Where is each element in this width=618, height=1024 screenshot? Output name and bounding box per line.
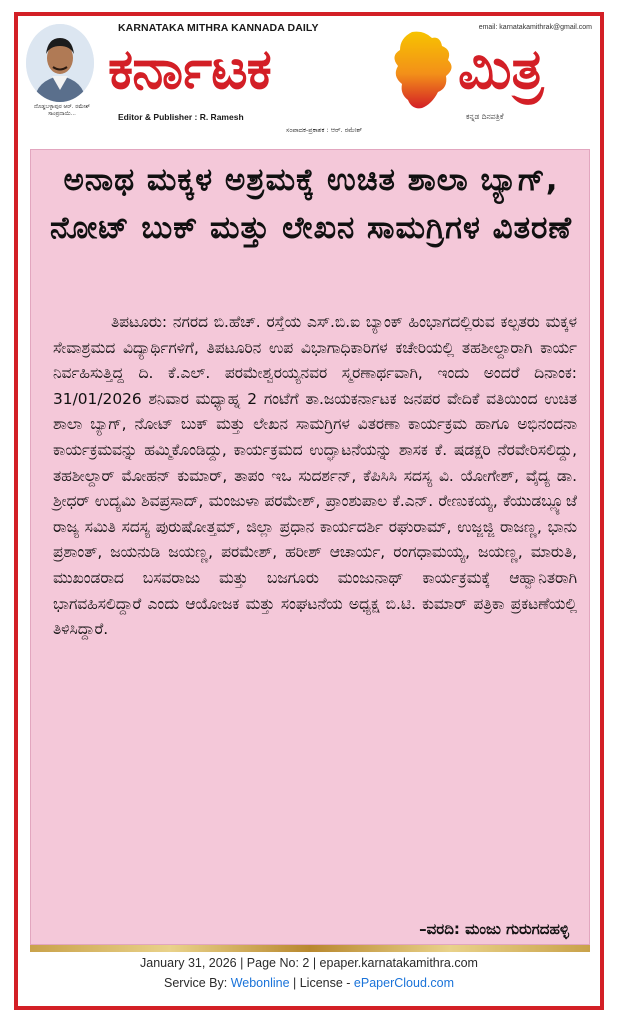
decorative-border-strip [30,945,590,952]
footer-date-page-url: January 31, 2026 | Page No: 2 | epaper.karnatakamithra.com [140,956,478,970]
contact-email: email: karnatakamithrak@gmail.com [478,24,592,31]
kannada-daily-tagline: ಕನ್ನಡ ದಿನಪತ್ರಿಕೆ [466,112,504,121]
paper-english-name: KARNATAKA MITHRA KANNADA DAILY [118,22,319,34]
license-label: | License - [289,976,354,990]
kannada-editor-line: ಸಂಪಾದಕ-ಪ್ರಕಾಶಕ : ಆರ್. ರಮೇಶ್ [286,126,363,134]
footer-service-license [18,976,600,990]
photo-caption: ದೊಡ್ಡಬಳ್ಳಾಪುರ ಆರ್. ರಮೇಶ್ ಸಾಂಪ್ರದಾಯಿ... [33,104,91,117]
masthead [18,16,600,146]
article-headline: ಅನಾಥ ಮಕ್ಕಳ ಅಶ್ರಮಕ್ಕೆ ಉಚಿತ ಶಾಲಾ ಬ್ಯಾಗ್, ನೋಟ್ ಬುಕ್ ಮತ್ತು ಲೇಖನ ಸಾಮಗ್ರಿಗಳ ವಿತರಣೆ [50,162,572,246]
article-box [30,149,590,945]
webonline-link[interactable]: Webonline [230,976,290,990]
karnataka-map-icon [382,30,458,112]
article-byline: –ವರದಿ: ಮಂಜು ಗುರುಗದಹಳ್ಳಿ [419,920,569,938]
editor-publisher: Editor & Publisher : R. Ramesh [118,112,244,122]
service-label: Service By: [164,976,231,990]
newspaper-page [14,12,604,1010]
editor-photo [26,24,94,102]
masthead-title-karnataka: ಕರ್ನಾಟಕ [108,37,271,102]
editor-portrait-icon [26,24,94,102]
article-body: ತಿಪಟೂರು: ನಗರದ ಬಿ.ಹೆಚ್. ರಸ್ತೆಯ ಎಸ್.ಬಿ.ಐ ಬ್ಯಾಂಕ್ ಹಿಂಭಾಗದಲ್ಲಿರುವ ಕಲ್ಪತರು ಮಕ್ಕಳ ಸೇವಾಶ್ರಮದ ವಿದ್ಯಾರ್ಥಿಗಳಿಗೆ, ತಿಪಟೂರಿನ ಉಪ ವಿಭಾಗಾಧಿಕಾರಿಗಳ ಕಚೇರಿಯಲ್ಲಿ ತಹಶೀಲ್ದಾರಾಗಿ ಕಾರ್ಯ ನಿರ್ವಹಿಸುತ್ತಿದ್ದ ದಿ. ಕೆ.ಎಲ್. ಪರಮೇಶ್ವರಯ್ಯನವರ ಸ್ಮರಣಾರ್ಥವಾಗಿ, ಇಂದು ಅಂದರೆ ದಿನಾಂಕ: 31/01/2026 ಶನಿವಾರ ಮಧ್ಯಾಹ್ನ 2 ಗಂಟೆಗೆ ತಾ.ಜಯಕರ್ನಾಟಕ ಜನಪರ ವೇದಿಕೆ ವತಿಯಿಂದ ಉಚಿತ ಶಾಲಾ ಬ್ಯಾಗ್, ನೋಟ್ ಬುಕ್ ಮತ್ತು ಲೇಖನ ಸಾಮಗ್ರಿಗಳ ವಿತರಣಾ ಕಾರ್ಯಕ್ರಮ ಹಾಗೂ ಅಭಿನಂದನಾ ಕಾರ್ಯಕ್ರಮವನ್ನು ಹಮ್ಮಿಕೊಂಡಿದ್ದು, ಕಾರ್ಯಕ್ರಮದ ಉದ್ಘಾಟನೆಯನ್ನು ಶಾಸಕ ಕೆ. ಷಡಕ್ಷರಿ ನೆರವೇರಿಸಲಿದ್ದು, ತಹಶೀಲ್ದಾರ್ ಮೋಹನ್ ಕುಮಾರ್, ತಾಪಂ ಇಒ ಸುದರ್ಶನ್, ಕೆಪಿಸಿಸಿ ಸದಸ್ಯ ವಿ. ಯೋಗೇಶ್, ವೈದ್ಯ ಡಾ. ಶ್ರೀಧರ್ ಉದ್ಯಮಿ ಶಿವಪ್ರಸಾದ್, ಮಂಜುಳಾ ಪರಮೇಶ್, ಪ್ರಾಂಶುಪಾಲ ಕೆ.ಎನ್. ರೇಣುಕಯ್ಯ, ಕೆಯುಡಬ್ಲ್ಯೂಜೆ ರಾಜ್ಯ ಸಮಿತಿ ಸದಸ್ಯ ಪುರುಷೋತ್ತಮ್, ಜಿಲ್ಲಾ ಪ್ರಧಾನ ಕಾರ್ಯದರ್ಶಿ ರಘುರಾಮ್, ಉಜ್ಜಜ್ಜಿ ರಾಜಣ್ಣ, ಭಾನು ಪ್ರಶಾಂತ್, ಜಯನುಡಿ ಜಯಣ್ಣ, ಪರಮೇಶ್, ಹರೀಶ್ ಆಚಾರ್ಯ, ರಂಗಧಾಮಯ್ಯ, ಜಯಣ್ಣ, ಮಾರುತಿ, ಮುಖಂಡರಾದ ಬಸವರಾಜು ಮತ್ತು ಬಜಗೂರು ಮಂಜುನಾಥ್ ಕಾರ್ಯಕ್ರಮಕ್ಕೆ ಆಹ್ವಾನಿತರಾಗಿ ಭಾಗವಹಿಸಲಿದ್ದಾರೆ ಎಂದು ಆಯೋಜಕ ಮತ್ತು ಸಂಘಟನೆಯ ಅಧ್ಯಕ್ಷ ಬಿ.ಟಿ. ಕುಮಾರ್ ಪತ್ರಿಕಾ ಪ್ರಕಟಣೆಯಲ್ಲಿ ತಿಳಿಸಿದ್ದಾರೆ. [53,313,577,639]
epapercloud-link[interactable]: ePaperCloud.com [353,976,454,990]
masthead-title-mithra: ಮಿತ್ರ [458,37,544,102]
